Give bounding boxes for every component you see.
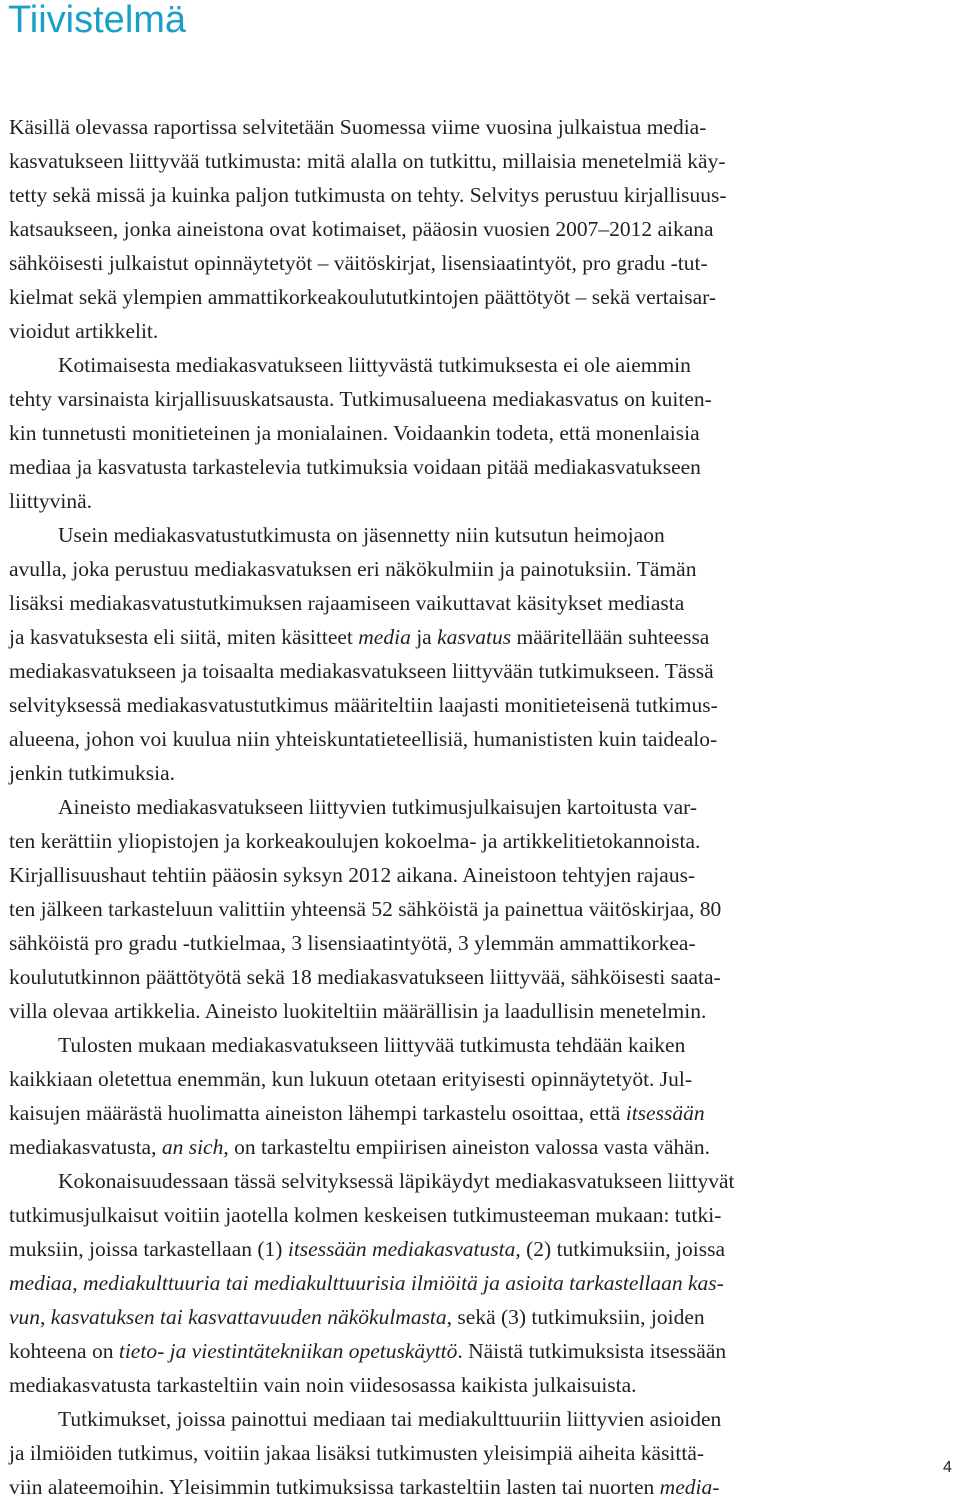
italic-text: itsessään	[625, 1101, 705, 1125]
text-line	[9, 1062, 879, 1096]
text-segment: ten jälkeen tarkasteluun valittiin yhteensä 52 sähköistä ja painettua väitöskirjaa, 80	[9, 897, 722, 921]
text-line	[9, 654, 879, 688]
italic-text: kasvatus	[437, 625, 512, 649]
text-segment: selvityksessä mediakasvatustutkimus määriteltiin laajasti monitieteisenä tutkimus-	[9, 693, 718, 717]
text-line	[9, 1198, 879, 1232]
text-line	[9, 790, 879, 824]
text-segment: viin alateemoihin. Yleisimmin tutkimuksissa tarkasteltiin lasten tai nuorten	[9, 1475, 660, 1499]
text-line	[9, 246, 879, 280]
italic-text: an sich	[161, 1135, 224, 1159]
text-line	[9, 824, 879, 858]
text-line	[9, 1096, 879, 1130]
text-segment: Usein mediakasvatustutkimusta on jäsennetty niin kutsutun heimojaon	[58, 523, 665, 547]
text-line	[9, 382, 879, 416]
text-line	[9, 314, 879, 348]
italic-text: itsessään mediakasvatusta	[287, 1237, 516, 1261]
page-title: Tiivistelmä	[8, 0, 187, 41]
text-line	[9, 110, 879, 144]
text-line	[9, 1232, 879, 1266]
text-segment: katsaukseen, jonka aineistona ovat kotimaiset, pääosin vuosien 2007–2012 aikana	[9, 217, 714, 241]
italic-text: vun, kasvatuksen tai kasvattavuuden näkökulmasta	[9, 1305, 447, 1329]
text-segment: ja kasvatuksesta eli siitä, miten käsitteet	[9, 625, 359, 649]
text-line	[9, 892, 879, 926]
text-segment: ja ilmiöiden tutkimus, voitiin jakaa lisäksi tutkimusten yleisimpiä aiheita käsittä-	[9, 1441, 705, 1465]
text-line	[9, 144, 879, 178]
text-line	[9, 1028, 879, 1062]
text-line	[9, 1368, 879, 1402]
text-segment: , on tarkasteltu empiirisen aineiston valossa vasta vähän.	[223, 1135, 710, 1159]
text-line	[9, 1470, 879, 1504]
text-line	[9, 926, 879, 960]
text-segment: sähköistä pro gradu -tutkielmaa, 3 lisensiaatintyötä, 3 ylemmän ammattikorkea-	[9, 931, 696, 955]
italic-text: mediaa, mediakulttuuria tai mediakulttuurisia ilmiöitä ja asioita tarkastellaan kas-	[9, 1271, 724, 1295]
text-segment: villa olevaa artikkelia. Aineisto luokiteltiin määrällisin ja laadullisin menetelmin.	[9, 999, 707, 1023]
text-segment: . Näistä tutkimuksista itsessään	[457, 1339, 727, 1363]
text-segment: ten kerättiin yliopistojen ja korkeakoulujen kokoelma- ja artikkelitietokannoista.	[9, 829, 701, 853]
text-segment: jenkin tutkimuksia.	[9, 761, 176, 785]
italic-text: media-	[659, 1475, 720, 1499]
text-segment: kin tunnetusti monitieteinen ja monialainen. Voidaankin todeta, että monenlaisia	[9, 421, 700, 445]
text-segment: Kotimaisesta mediakasvatukseen liittyvästä tutkimuksesta ei ole aiemmin	[58, 353, 691, 377]
text-line	[9, 1164, 879, 1198]
text-segment: sähköisesti julkaistut opinnäytetyöt – väitöskirjat, lisensiaatintyöt, pro gradu -tut-	[9, 251, 708, 275]
text-segment: mediaa ja kasvatusta tarkastelevia tutkimuksia voidaan pitää mediakasvatukseen	[9, 455, 701, 479]
text-line	[9, 1130, 879, 1164]
text-line	[9, 1300, 879, 1334]
text-segment: Käsillä olevassa raportissa selvitetään Suomessa viime vuosina julkaistua media-	[9, 115, 707, 139]
text-segment: Aineisto mediakasvatukseen liittyvien tutkimusjulkaisujen kartoitusta var-	[58, 795, 698, 819]
text-segment: kaisujen määrästä huolimatta aineiston lähempi tarkastelu osoittaa, että	[9, 1101, 626, 1125]
text-line	[9, 212, 879, 246]
text-line	[9, 518, 879, 552]
text-segment: lisäksi mediakasvatustutkimuksen rajaamiseen vaikuttavat käsitykset mediasta	[9, 591, 685, 615]
text-line	[9, 722, 879, 756]
text-segment: koulututkinnon päättötyötä sekä 18 mediakasvatukseen liittyvää, sähköisesti saata-	[9, 965, 721, 989]
text-line	[9, 416, 879, 450]
text-segment: Kirjallisuushaut tehtiin pääosin syksyn 2012 aikana. Aineistoon tehtyjen rajaus-	[9, 863, 696, 887]
text-line	[9, 1334, 879, 1368]
text-line	[9, 620, 879, 654]
text-line	[9, 994, 879, 1028]
italic-text: media	[358, 625, 411, 649]
text-line	[9, 756, 879, 790]
body-text	[9, 110, 879, 1504]
text-segment: Tulosten mukaan mediakasvatukseen liittyvää tutkimusta tehdään kaiken	[58, 1033, 686, 1057]
text-line	[9, 1436, 879, 1470]
text-line	[9, 1266, 879, 1300]
text-line	[9, 280, 879, 314]
text-segment: määritellään suhteessa	[511, 625, 710, 649]
page-number: 4	[943, 1459, 952, 1476]
text-segment: , sekä (3) tutkimuksiin, joiden	[446, 1305, 705, 1329]
text-segment: mediakasvatukseen ja toisaalta mediakasvatukseen liittyvään tutkimukseen. Tässä	[9, 659, 714, 683]
text-segment: avulla, joka perustuu mediakasvatuksen eri näkökulmiin ja painotuksiin. Tämän	[9, 557, 697, 581]
text-line	[9, 858, 879, 892]
text-line	[9, 348, 879, 382]
text-segment: liittyvinä.	[9, 489, 93, 513]
text-line	[9, 688, 879, 722]
text-segment: ja	[410, 625, 438, 649]
text-segment: Kokonaisuudessaan tässä selvityksessä läpikäydyt mediakasvatukseen liittyvät	[58, 1169, 735, 1193]
text-segment: kasvatukseen liittyvää tutkimusta: mitä alalla on tutkittu, millaisia menetelmiä käy-	[9, 149, 726, 173]
text-line	[9, 484, 879, 518]
text-segment: mediakasvatusta,	[9, 1135, 162, 1159]
text-line	[9, 178, 879, 212]
text-segment: mediakasvatusta tarkasteltiin vain noin viidesosassa kaikista julkaisuista.	[9, 1373, 637, 1397]
text-segment: tehty varsinaista kirjallisuuskatsausta. Tutkimusalueena mediakasvatus on kuiten-	[9, 387, 712, 411]
text-line	[9, 960, 879, 994]
text-line	[9, 1402, 879, 1436]
text-segment: alueena, johon voi kuulua niin yhteiskuntatieteellisiä, humanististen kuin taidealo-	[9, 727, 718, 751]
text-segment: , (2) tutkimuksiin, joissa	[515, 1237, 725, 1261]
text-segment: tetty sekä missä ja kuinka paljon tutkimusta on tehty. Selvitys perustuu kirjallisuus-	[9, 183, 727, 207]
text-segment: kohteena on	[9, 1339, 119, 1363]
text-segment: kielmat sekä ylempien ammattikorkeakoulututkintojen päättötyöt – sekä vertaisar-	[9, 285, 717, 309]
text-segment: tutkimusjulkaisut voitiin jaotella kolmen keskeisen tutkimusteeman mukaan: tutki-	[9, 1203, 722, 1227]
italic-text: tieto- ja viestintätekniikan opetuskäyttö	[118, 1339, 458, 1363]
text-segment: Tutkimukset, joissa painottui mediaan tai mediakulttuuriin liittyvien asioiden	[58, 1407, 722, 1431]
text-segment: muksiin, joissa tarkastellaan (1)	[9, 1237, 288, 1261]
text-line	[9, 586, 879, 620]
text-line	[9, 552, 879, 586]
text-segment: vioidut artikkelit.	[9, 319, 159, 343]
text-line	[9, 450, 879, 484]
text-segment: kaikkiaan oletettua enemmän, kun lukuun otetaan erityisesti opinnäytetyöt. Jul-	[9, 1067, 693, 1091]
